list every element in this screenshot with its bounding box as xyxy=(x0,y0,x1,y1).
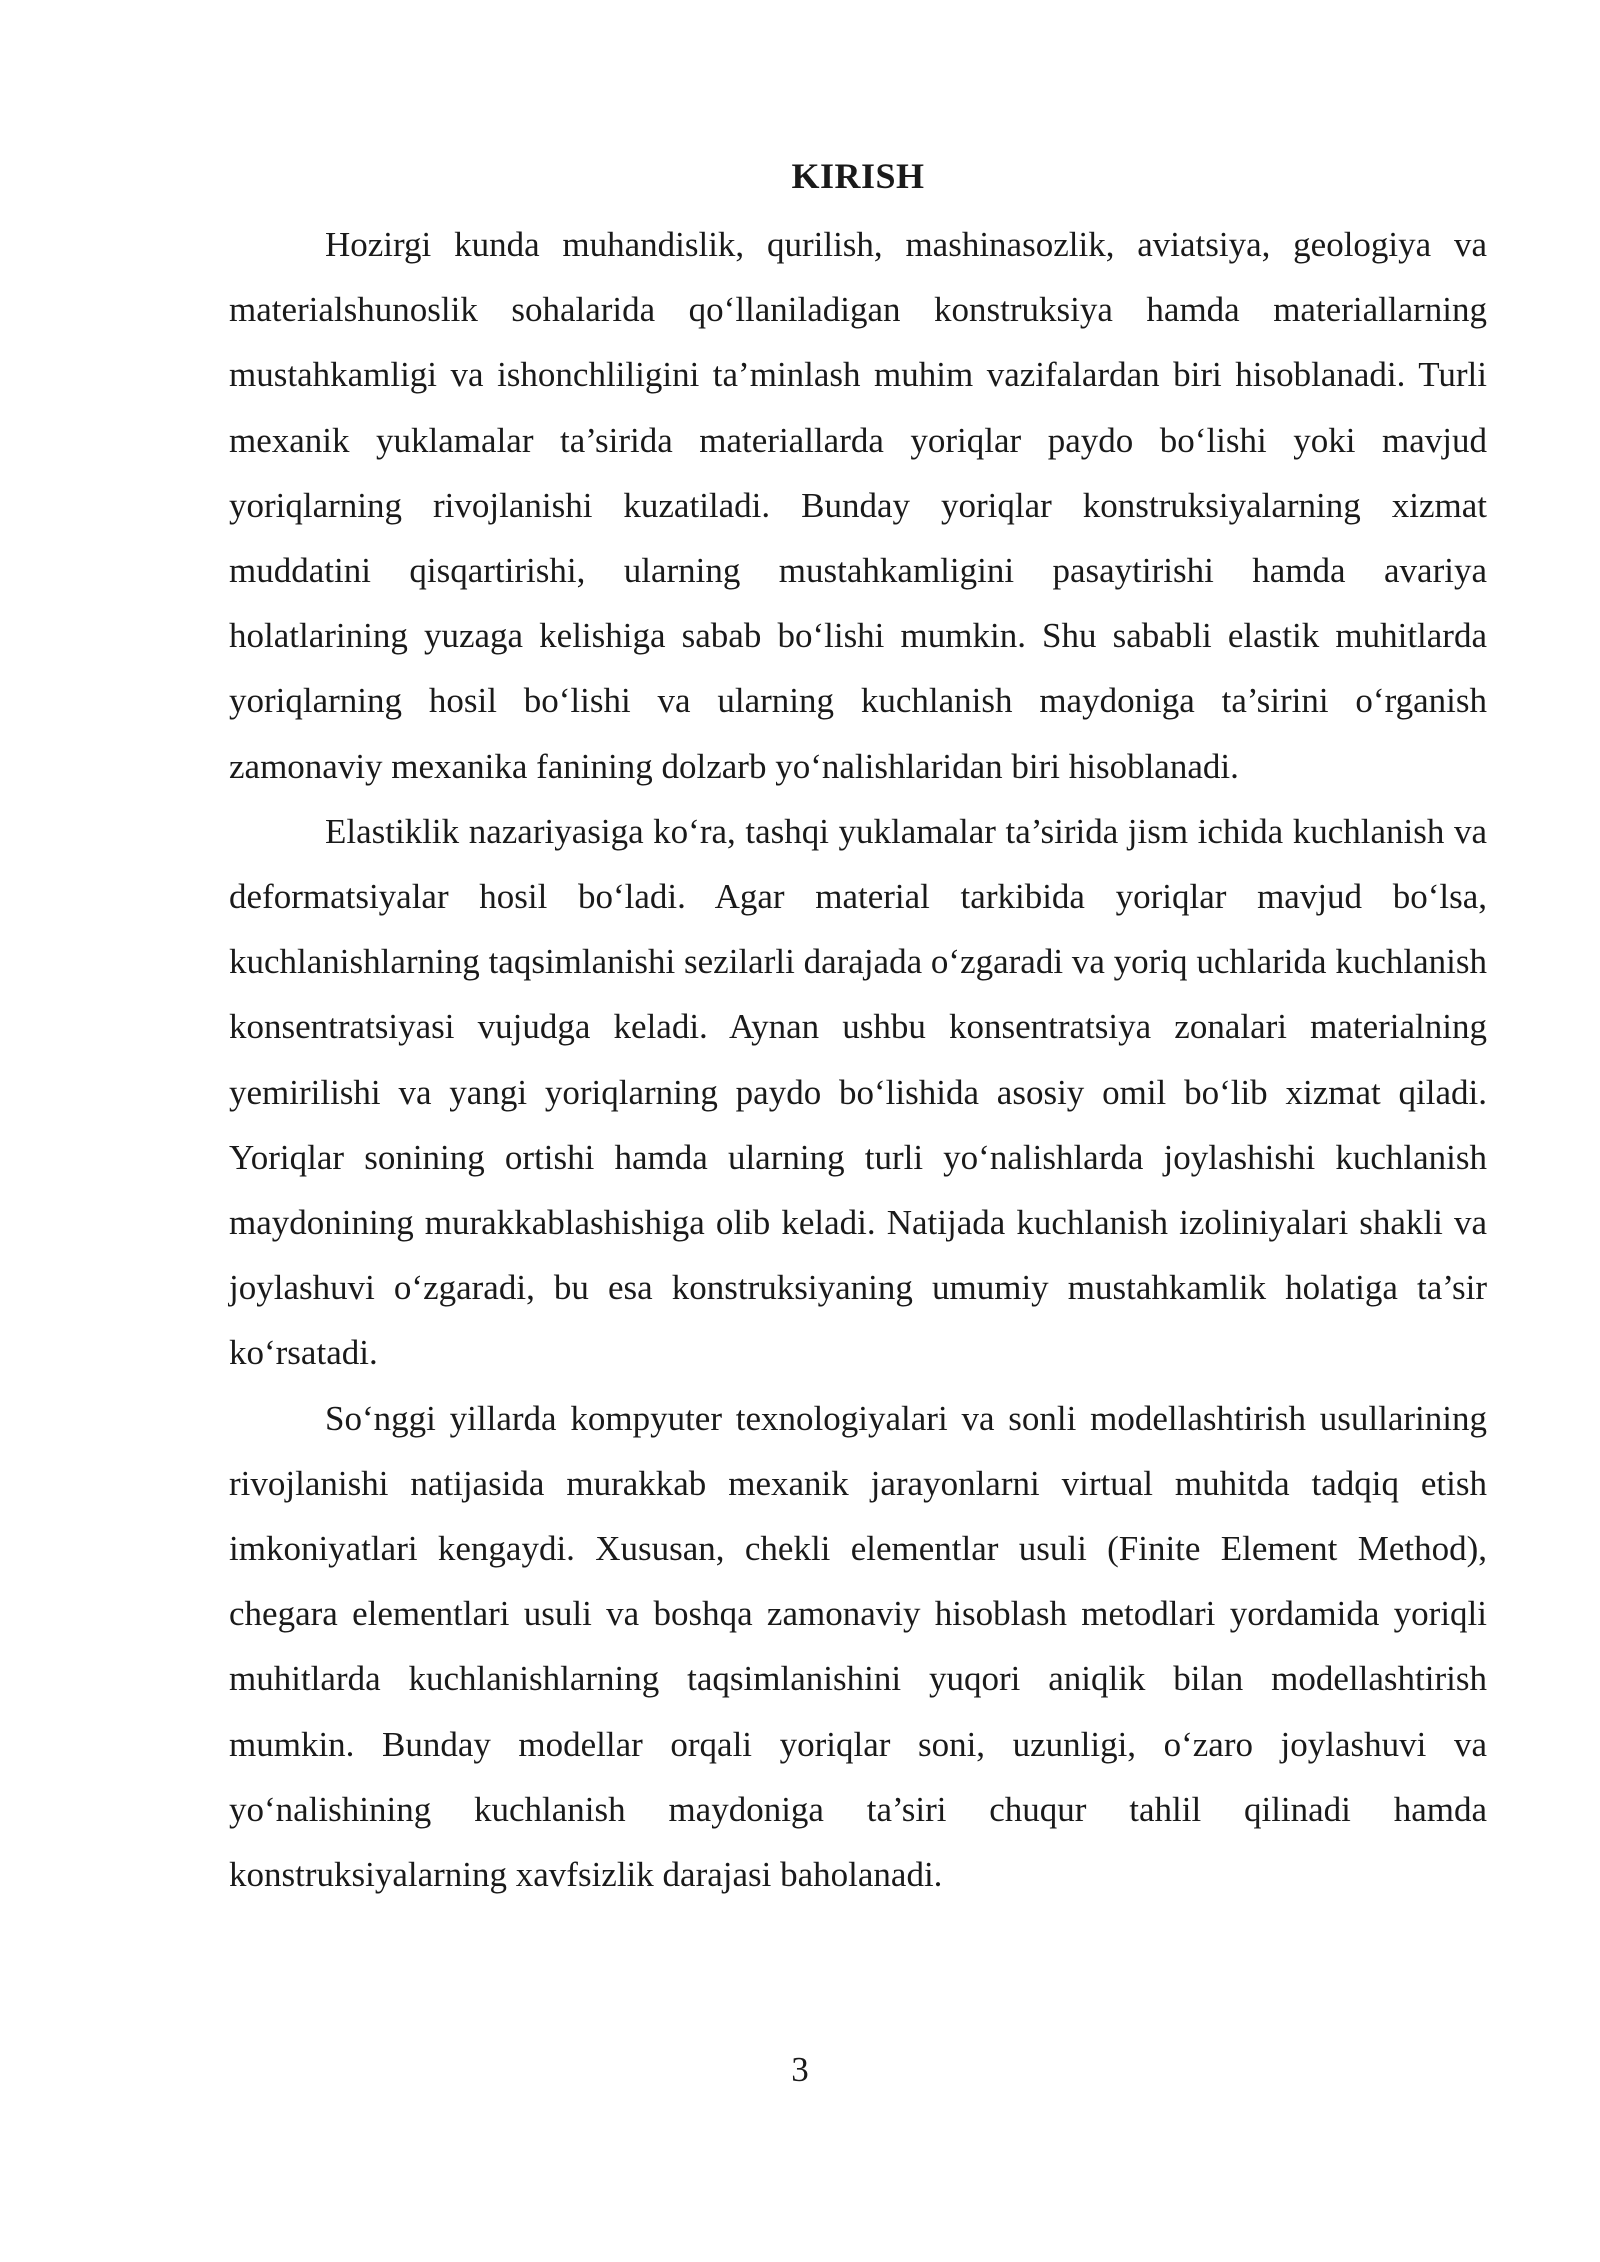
page-content xyxy=(229,150,1487,1907)
paragraph-1: Hozirgi kunda muhandislik, qurilish, mashinasozlik, aviatsiya, geologiya va materialshunoslik sohalarida qo‘llaniladigan konstruksiya hamda materiallarning mustahkamligi va ishonchliligini ta’minlash muhim vazifalardan biri hisoblanadi. Turli mexanik yuklamalar ta’sirida materiallarda yoriqlar paydo bo‘lishi yoki mavjud yoriqlarning rivojlanishi kuzatiladi. Bunday yoriqlar konstruksiyalarning xizmat muddatini qisqartirishi, ularning mustahkamligini pasaytirishi hamda avariya holatlarining yuzaga kelishiga sabab bo‘lishi mumkin. Shu sababli elastik muhitlarda yoriqlarning hosil bo‘lishi va ularning kuchlanish maydoniga ta’sirini o‘rganish zamonaviy mexanika fanining dolzarb yo‘nalishlaridan biri hisoblanadi. xyxy=(229,225,1487,786)
section-title: KIRISH xyxy=(791,156,925,196)
page-number: 3 xyxy=(791,2050,809,2089)
paragraph-3: So‘nggi yillarda kompyuter texnologiyalari va sonli modellashtirish usullarining rivojlanishi natijasida murakkab mexanik jarayonlarni virtual muhitda tadqiq etish imkoniyatlari kengaydi. Xususan, chekli elementlar usuli (Finite Element Method), chegara elementlari usuli va boshqa zamonaviy hisoblash metodlari yordamida yoriqli muhitlarda kuchlanishlarning taqsimlanishini yuqori aniqlik bilan modellashtirish mumkin. Bunday modellar orqali yoriqlar soni, uzunligi, o‘zaro joylashuvi va yo‘nalishining kuchlanish maydoniga ta’siri chuqur tahlil qilinadi hamda konstruksiyalarning xavfsizlik darajasi baholanadi. xyxy=(229,1398,1487,1895)
paragraph-2: Elastiklik nazariyasiga ko‘ra, tashqi yuklamalar ta’sirida jism ichida kuchlanish va deformatsiyalar hosil bo‘ladi. Agar material tarkibida yoriqlar mavjud bo‘lsa, kuchlanishlarning taqsimlanishi sezilarli darajada o‘zgaradi va yoriq uchlarida kuchlanish konsentratsiyasi vujudga keladi. Aynan ushbu konsentratsiya zonalari materialning yemirilishi va yangi yoriqlarning paydo bo‘lishida asosiy omil bo‘lib xizmat qiladi. Yoriqlar sonining ortishi hamda ularning turli yo‘nalishlarda joylashishi kuchlanish maydonining murakkablashishiga olib keladi. Natijada kuchlanish izoliniyalari shakli va joylashuvi o‘zgaradi, bu esa konstruksiyaning umumiy mustahkamlik holatiga ta’sir ko‘rsatadi. xyxy=(229,811,1487,1373)
